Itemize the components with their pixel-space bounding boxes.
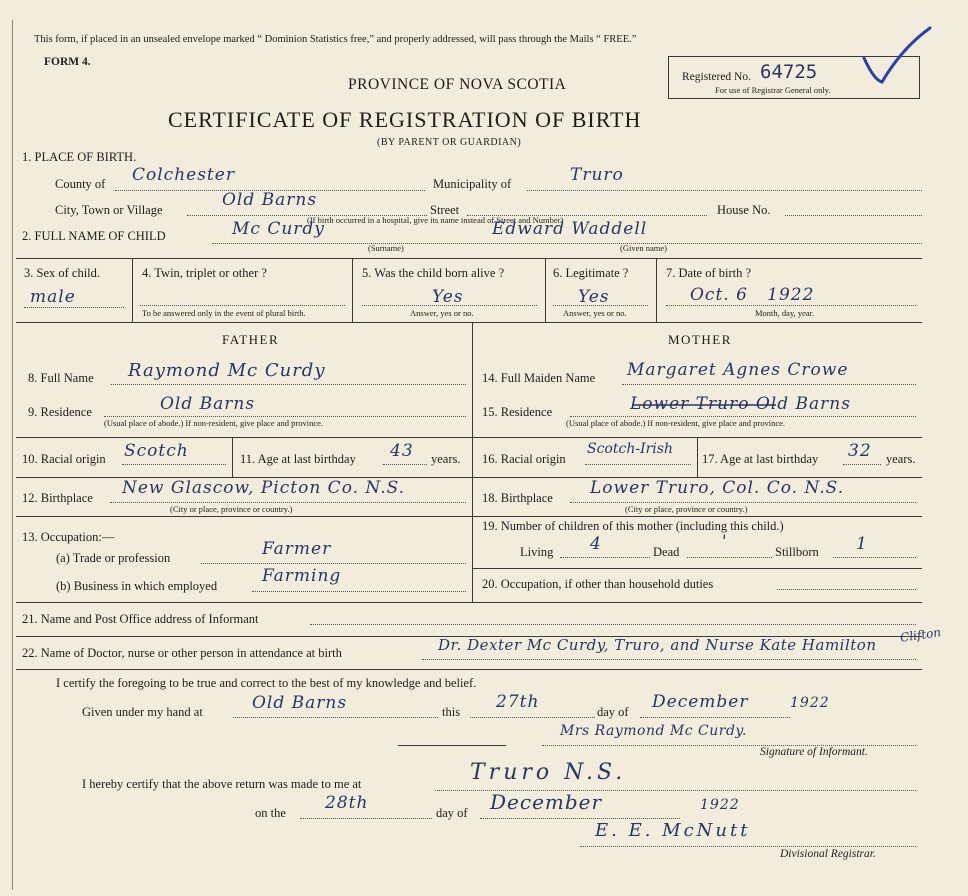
city-label: City, Town or Village (55, 203, 163, 217)
father-racial-label: 10. Racial origin (22, 452, 106, 466)
mother-occupation-label: 20. Occupation, if other than household duties (482, 577, 714, 591)
mother-name-label: 14. Full Maiden Name (482, 371, 596, 385)
doctor-value: Dr. Dexter Mc Curdy, Truro, and Nurse Kate Hamilton (438, 636, 877, 654)
check-mark-icon (858, 24, 934, 86)
mother-years-label: years. (886, 452, 916, 466)
business-label: (b) Business in which employed (56, 579, 218, 593)
dob-label: 7. Date of birth ? (666, 266, 752, 280)
stillborn-count: 1 (856, 534, 868, 554)
born-alive-label: 5. Was the child born alive ? (362, 266, 505, 280)
registrar-day-of-label: day of (436, 806, 468, 820)
twin-note: To be answered only in the event of plural birth. (142, 308, 306, 318)
stillborn-label: Stillborn (775, 545, 819, 559)
occupation-label: 13. Occupation:— (22, 530, 115, 544)
mother-heading: MOTHER (668, 332, 732, 347)
child-given-name: Edward Waddell (492, 219, 648, 239)
registrar-signature: E. E. McNutt (595, 820, 751, 841)
legitimate-value: Yes (578, 287, 610, 307)
father-birthplace: New Glascow, Picton Co. N.S. (122, 478, 406, 498)
father-years-label: years. (431, 452, 461, 466)
province-heading: PROVINCE OF NOVA SCOTIA (348, 76, 567, 93)
page-title: CERTIFICATE OF REGISTRATION OF BIRTH (168, 107, 642, 132)
mother-residence-label: 15. Residence (482, 405, 553, 419)
registered-label: Registered No. (682, 71, 751, 83)
mother-age-label: 17. Age at last birthday (702, 452, 819, 466)
trade-label: (a) Trade or profession (56, 551, 171, 565)
county-value: Colchester (132, 165, 235, 185)
father-residence-note: (Usual place of abode.) If non-resident, give place and province. (104, 418, 324, 428)
born-alive-value: Yes (432, 287, 464, 307)
father-birthplace-note: (City or place, province or country.) (170, 504, 293, 514)
municipality-value: Truro (570, 165, 624, 185)
given-name-note: (Given name) (620, 243, 667, 253)
father-birthplace-label: 12. Birthplace (22, 491, 93, 505)
informant-signature-label: Signature of Informant. (760, 746, 868, 758)
father-name-label: 8. Full Name (28, 371, 94, 385)
place-of-birth-heading: 1. PLACE OF BIRTH. (22, 150, 137, 164)
mother-birthplace-note: (City or place, province or country.) (625, 504, 748, 514)
child-name-label: 2. FULL NAME OF CHILD (22, 229, 166, 243)
father-racial-origin: Scotch (124, 441, 189, 461)
certify-day: 27th (496, 692, 540, 712)
dob-note: Month, day, year. (755, 308, 815, 318)
this-label: this (442, 705, 461, 719)
registrar-statement: I hereby certify that the above return was made to me at (82, 777, 362, 791)
registrar-use-note: For use of Registrar General only. (715, 85, 831, 95)
county-label: County of (55, 177, 106, 191)
legitimate-note: Answer, yes or no. (563, 308, 627, 318)
doctor-margin-note: Clifton (899, 625, 942, 645)
form-number: FORM 4. (44, 56, 91, 68)
dob-value: Oct. 6 1922 (690, 285, 815, 305)
father-age-label: 11. Age at last birthday (240, 452, 356, 466)
father-heading: FATHER (222, 332, 280, 347)
on-the-label: on the (255, 806, 286, 820)
mother-residence: Lower Truro Old Barns (630, 394, 851, 414)
trade-value: Farmer (262, 539, 332, 559)
mother-birthplace-label: 18. Birthplace (482, 491, 553, 505)
mother-racial-origin: Scotch-Irish (587, 441, 673, 457)
registrar-place: Truro N.S. (470, 760, 627, 785)
municipality-label: Municipality of (433, 177, 512, 191)
mother-age: 32 (848, 441, 872, 461)
born-alive-note: Answer, yes or no. (410, 308, 474, 318)
father-residence-label: 9. Residence (28, 405, 92, 419)
hospital-note: (If birth occurred in a hospital, give its name instead of Street and Number) (307, 215, 564, 225)
dead-count: ' (722, 532, 728, 552)
informant-signature: Mrs Raymond Mc Curdy. (560, 723, 747, 739)
mother-racial-label: 16. Racial origin (482, 452, 566, 466)
living-count: 4 (590, 534, 602, 554)
surname-note: (Surname) (368, 243, 404, 253)
city-value: Old Barns (222, 190, 318, 210)
twin-label: 4. Twin, triplet or other ? (142, 266, 267, 280)
mother-residence-note: (Usual place of abode.) If non-resident, give place and province. (566, 418, 786, 428)
strikeout-mark (630, 398, 778, 412)
house-number-label: House No. (717, 203, 771, 217)
registrar-month: December (490, 790, 603, 814)
father-name: Raymond Mc Curdy (128, 360, 326, 381)
child-surname: Mc Curdy (232, 219, 325, 239)
page-subtitle: (BY PARENT OR GUARDIAN) (377, 137, 522, 148)
registrar-day: 28th (325, 793, 369, 813)
mother-maiden-name: Margaret Agnes Crowe (627, 360, 849, 380)
doctor-label: 22. Name of Doctor, nurse or other person in attendance at birth (22, 646, 342, 660)
certify-month: December (652, 692, 749, 712)
registrar-signature-label: Divisional Registrar. (780, 848, 876, 860)
living-label: Living (520, 545, 554, 559)
certify-place: Old Barns (252, 693, 348, 713)
registered-number: 64725 (760, 61, 818, 83)
given-under-label: Given under my hand at (82, 705, 203, 719)
sex-value: male (30, 287, 76, 307)
legitimate-label: 6. Legitimate ? (553, 266, 629, 280)
registrar-year: 1922 (700, 797, 740, 813)
certify-year: 1922 (790, 695, 830, 711)
dead-label: Dead (653, 545, 680, 559)
mail-notice: This form, if placed in an unsealed envelope marked “ Dominion Statistics free,” and properly addressed, will pass through the Mails “ FREE.” (34, 34, 637, 45)
street-label: Street (430, 203, 460, 217)
children-count-label: 19. Number of children of this mother (including this child.) (482, 519, 784, 533)
mother-birthplace: Lower Truro, Col. Co. N.S. (590, 478, 845, 498)
informant-label: 21. Name and Post Office address of Informant (22, 612, 259, 626)
certify-day-of-label: day of (597, 705, 629, 719)
sex-label: 3. Sex of child. (24, 266, 101, 280)
father-residence: Old Barns (160, 394, 256, 414)
business-value: Farming (262, 566, 342, 586)
father-age: 43 (390, 441, 414, 461)
certify-statement: I certify the foregoing to be true and correct to the best of my knowledge and belief. (56, 676, 477, 690)
